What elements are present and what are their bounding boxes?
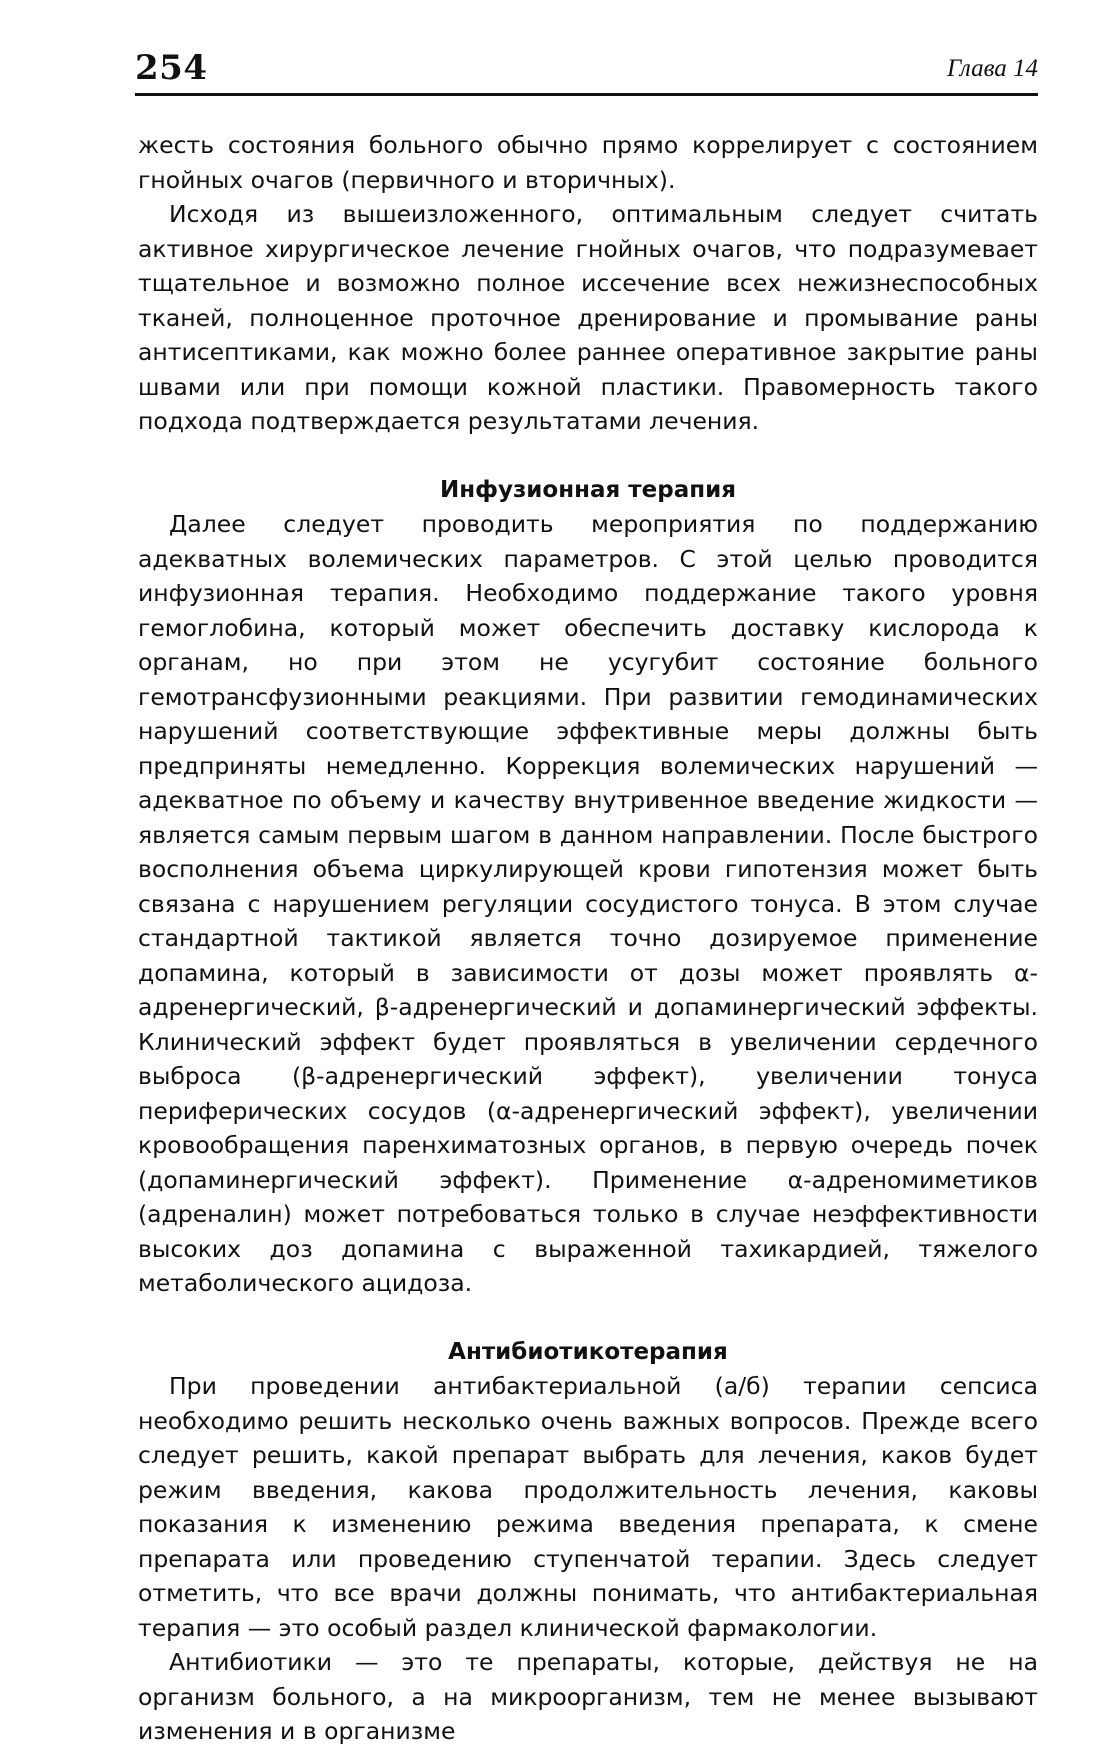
page-body <box>138 128 1038 1749</box>
section-gap <box>138 1301 1038 1335</box>
header-rule <box>135 93 1038 96</box>
page-number: 254 <box>135 48 208 88</box>
paragraph-surgical-treatment: Исходя из вышеизложенного, оптимальным следует считать активное хирургическое лечение гнойных очагов, что подразумевает тщательное и возможно полное иссечение всех нежизнеспособных тканей, полноценное проточное дренирование и промывание раны антисептиками, как можно более раннее оперативное закрытие раны швами или при помощи кожной пластики. Правомерность такого подхода подтверждается результатами лечения. <box>138 200 1038 435</box>
paragraph-continuation: жесть состояния больного обычно прямо коррелирует с состоянием гнойных очагов (первичного и вторичных). <box>138 131 1038 194</box>
paragraph-antibiotic-therapy: При проведении антибактериальной (а/б) терапии сепсиса необходимо решить несколько очень важных вопросов. Прежде всего следует решить, какой препарат выбрать для лечения, каков будет режим введения, какова продолжительность лечения, каковы показания к изменению режима введения препарата, к смене препарата или проведению ступенчатой терапии. Здесь следует отметить, что все врачи должны понимать, что антибактериальная терапия — это особый раздел клинической фармакологии. <box>138 1372 1038 1642</box>
page-header <box>135 46 1038 94</box>
section-heading-antibiotic-therapy: Антибиотикотерапия <box>448 1338 728 1365</box>
paragraph-infusion-therapy: Далее следует проводить мероприятия по поддержанию адекватных волемических параметров. С этой целью проводится инфузионная терапия. Необходимо поддержание такого уровня гемоглобина, который может обеспечить доставку кислорода к органам, но при этом не усугубит состояние больного гемотрансфузионными реакциями. При развитии гемодинамических нарушений соответствующие эффективные меры должны быть предприняты немедленно. Коррекция волемических нарушений — адекватное по объему и качеству внутривенное введение жидкости — является самым первым шагом в данном направлении. После быстрого восполнения объема циркулирующей крови гипотензия может быть связана с нарушением регуляции сосудистого тонуса. В этом случае стандартной тактикой является точно дозируемое применение допамина, который в зависимости от дозы может проявлять α-адренергический, β-адренергический и допаминергический эффекты. Клинический эффект будет проявляться в увеличении сердечного выброса (β-адренергический эффект), увеличении тонуса периферических сосудов (α-адренергический эффект), увеличении кровообращения паренхиматозных органов, в первую очередь почек (допаминергический эффект). Применение α-адреномиметиков (адреналин) может потребоваться только в случае неэффективности высоких доз допамина с выраженной тахикардией, тяжелого метаболического ацидоза. <box>138 510 1038 1297</box>
paragraph-antibiotics-definition: Антибиотики — это те препараты, которые, действуя не на организм больного, а на микроорганизм, тем не менее вызывают изменения и в организме <box>138 1648 1038 1745</box>
section-heading-infusion-therapy: Инфузионная терапия <box>439 476 736 503</box>
section-gap <box>138 439 1038 473</box>
chapter-running-head: Глава 14 <box>946 55 1038 82</box>
